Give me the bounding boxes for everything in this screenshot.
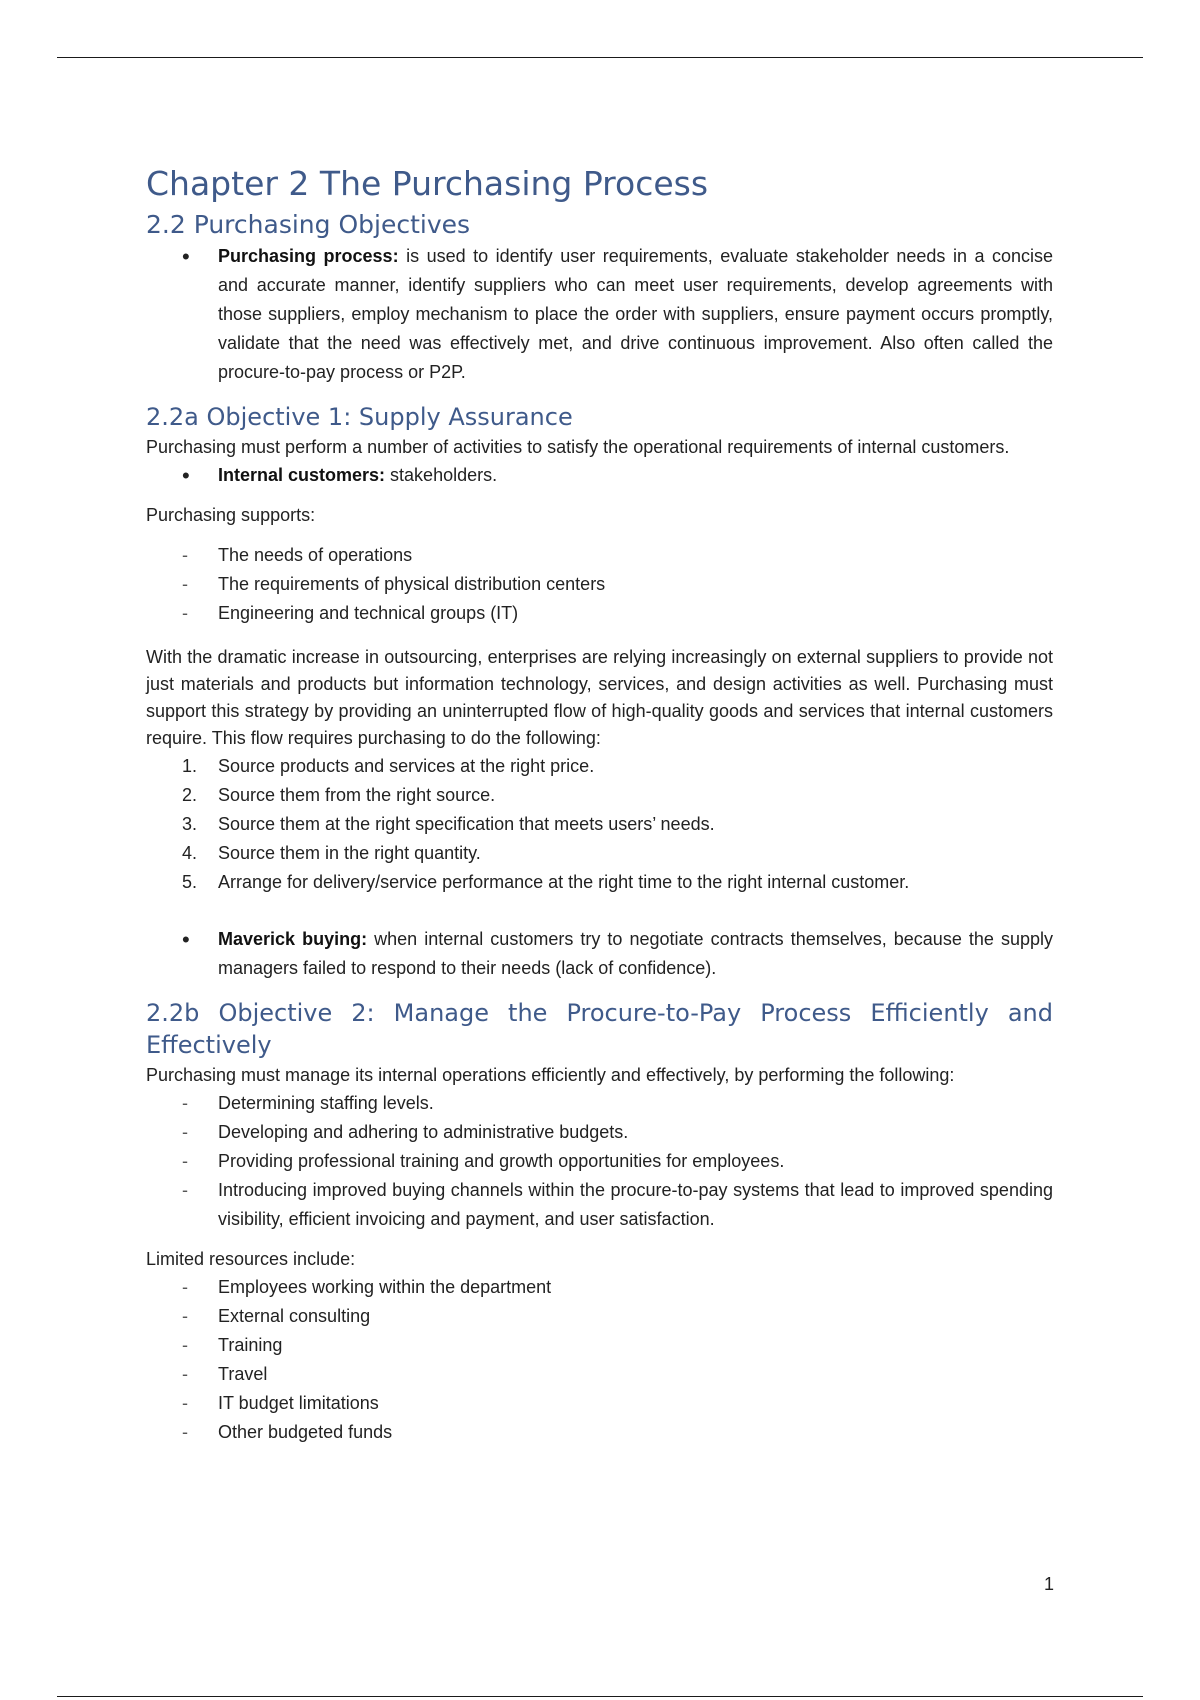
list-item: - Employees working within the department bbox=[146, 1273, 1053, 1302]
definition-text: stakeholders. bbox=[385, 465, 498, 485]
definition-text: is used to identify user requirements, evaluate stakeholder needs in a concise and accurate manner, identify suppliers who can meet user requirements, develop agreements with those suppliers, employ mechanism to place the order with suppliers, ensure payment occurs promptly, validate that the need was effectively met, and drive continuous improvement. Also often called the procure-to-pay process or P2P. bbox=[218, 246, 1054, 382]
list-item: 2. Source them from the right source. bbox=[182, 785, 496, 805]
dash-marker: - bbox=[182, 574, 188, 594]
term-internal-customers: Internal customers: bbox=[218, 465, 386, 485]
objective-1-intro: Purchasing must perform a number of activities to satisfy the operational requirements of internal customers. bbox=[146, 437, 1010, 457]
list-item: - Introducing improved buying channels within the procure-to-pay systems that lead to improved spending visibility, efficient invoicing and payment, and user satisfaction. bbox=[146, 1176, 1053, 1234]
list-item bbox=[146, 242, 1053, 387]
list-item: - Developing and adhering to administrative budgets. bbox=[146, 1118, 1053, 1147]
bullet-marker: • bbox=[182, 244, 190, 269]
term-maverick-buying: Maverick buying: bbox=[218, 929, 368, 949]
list-item: - The needs of operations bbox=[146, 541, 1053, 570]
dash-marker: - bbox=[182, 1422, 188, 1442]
list-item: - IT budget limitations bbox=[146, 1389, 1053, 1418]
supports-label: Purchasing supports: bbox=[146, 505, 316, 525]
dash-marker: - bbox=[182, 1306, 188, 1326]
dash-marker: - bbox=[182, 1180, 188, 1200]
list-item: - Other budgeted funds bbox=[146, 1418, 1053, 1447]
list-item: 1. Source products and services at the right price. bbox=[182, 756, 595, 776]
activities-list bbox=[146, 1089, 1053, 1234]
dash-marker: - bbox=[182, 1093, 188, 1113]
dash-marker: - bbox=[182, 1335, 188, 1355]
bullet-marker: • bbox=[182, 463, 190, 488]
dash-marker: - bbox=[182, 1151, 188, 1171]
dash-marker: - bbox=[182, 603, 188, 623]
list-item: - External consulting bbox=[146, 1302, 1053, 1331]
section-heading-objective-2: 2.2b Objective 2: Manage the Procure-to-Pay Process Efficiently and Effectively bbox=[146, 999, 1053, 1059]
outsourcing-paragraph: With the dramatic increase in outsourcing, enterprises are relying increasingly on external suppliers to provide not just materials and products but information technology, services, and design activities as well. Purchasing must support this strategy by providing an uninterrupted flow of high-quality goods and services that internal customers require. This flow requires purchasing to do the following: bbox=[146, 647, 1053, 748]
purchasing-process-list bbox=[146, 242, 1053, 387]
dash-marker: - bbox=[182, 545, 188, 565]
document-body bbox=[146, 164, 1053, 1447]
internal-customers-list bbox=[146, 461, 1053, 490]
list-item: - Travel bbox=[146, 1360, 1053, 1389]
sourcing-steps-list bbox=[146, 752, 1053, 897]
list-item: - Providing professional training and growth opportunities for employees. bbox=[146, 1147, 1053, 1176]
list-item: - The requirements of physical distribution centers bbox=[146, 570, 1053, 599]
resources-label: Limited resources include: bbox=[146, 1249, 356, 1269]
list-item: 5. Arrange for delivery/service performance at the right time to the right internal customer. bbox=[182, 872, 910, 892]
chapter-title: Chapter 2 The Purchasing Process bbox=[146, 164, 709, 203]
list-item: - Training bbox=[146, 1331, 1053, 1360]
list-item bbox=[146, 461, 1053, 490]
dash-marker: - bbox=[182, 1393, 188, 1413]
list-item: 3. Source them at the right specification that meets users’ needs. bbox=[182, 814, 715, 834]
dash-marker: - bbox=[182, 1277, 188, 1297]
list-item: - Determining staffing levels. bbox=[146, 1089, 1053, 1118]
list-item: 4. Source them in the right quantity. bbox=[182, 843, 481, 863]
section-heading-objectives: 2.2 Purchasing Objectives bbox=[146, 210, 471, 239]
term-purchasing-process: Purchasing process: bbox=[218, 246, 399, 266]
definition-text: when internal customers try to negotiate contracts themselves, because the supply managers failed to respond to their needs (lack of confidence). bbox=[218, 929, 1053, 978]
footer-rule bbox=[57, 1696, 1143, 1697]
section-heading-objective-1: 2.2a Objective 1: Supply Assurance bbox=[146, 403, 573, 431]
bullet-marker: • bbox=[182, 927, 190, 952]
header-rule bbox=[57, 57, 1143, 58]
objective-2-intro: Purchasing must manage its internal operations efficiently and effectively, by performing the following: bbox=[146, 1065, 955, 1085]
dash-marker: - bbox=[182, 1122, 188, 1142]
maverick-buying-list bbox=[146, 925, 1053, 983]
list-item: - Engineering and technical groups (IT) bbox=[146, 599, 1053, 628]
dash-marker: - bbox=[182, 1364, 188, 1384]
resources-list bbox=[146, 1273, 1053, 1447]
page-number: 1 bbox=[1043, 1574, 1054, 1594]
list-item bbox=[146, 925, 1053, 983]
supports-list bbox=[146, 541, 1053, 628]
